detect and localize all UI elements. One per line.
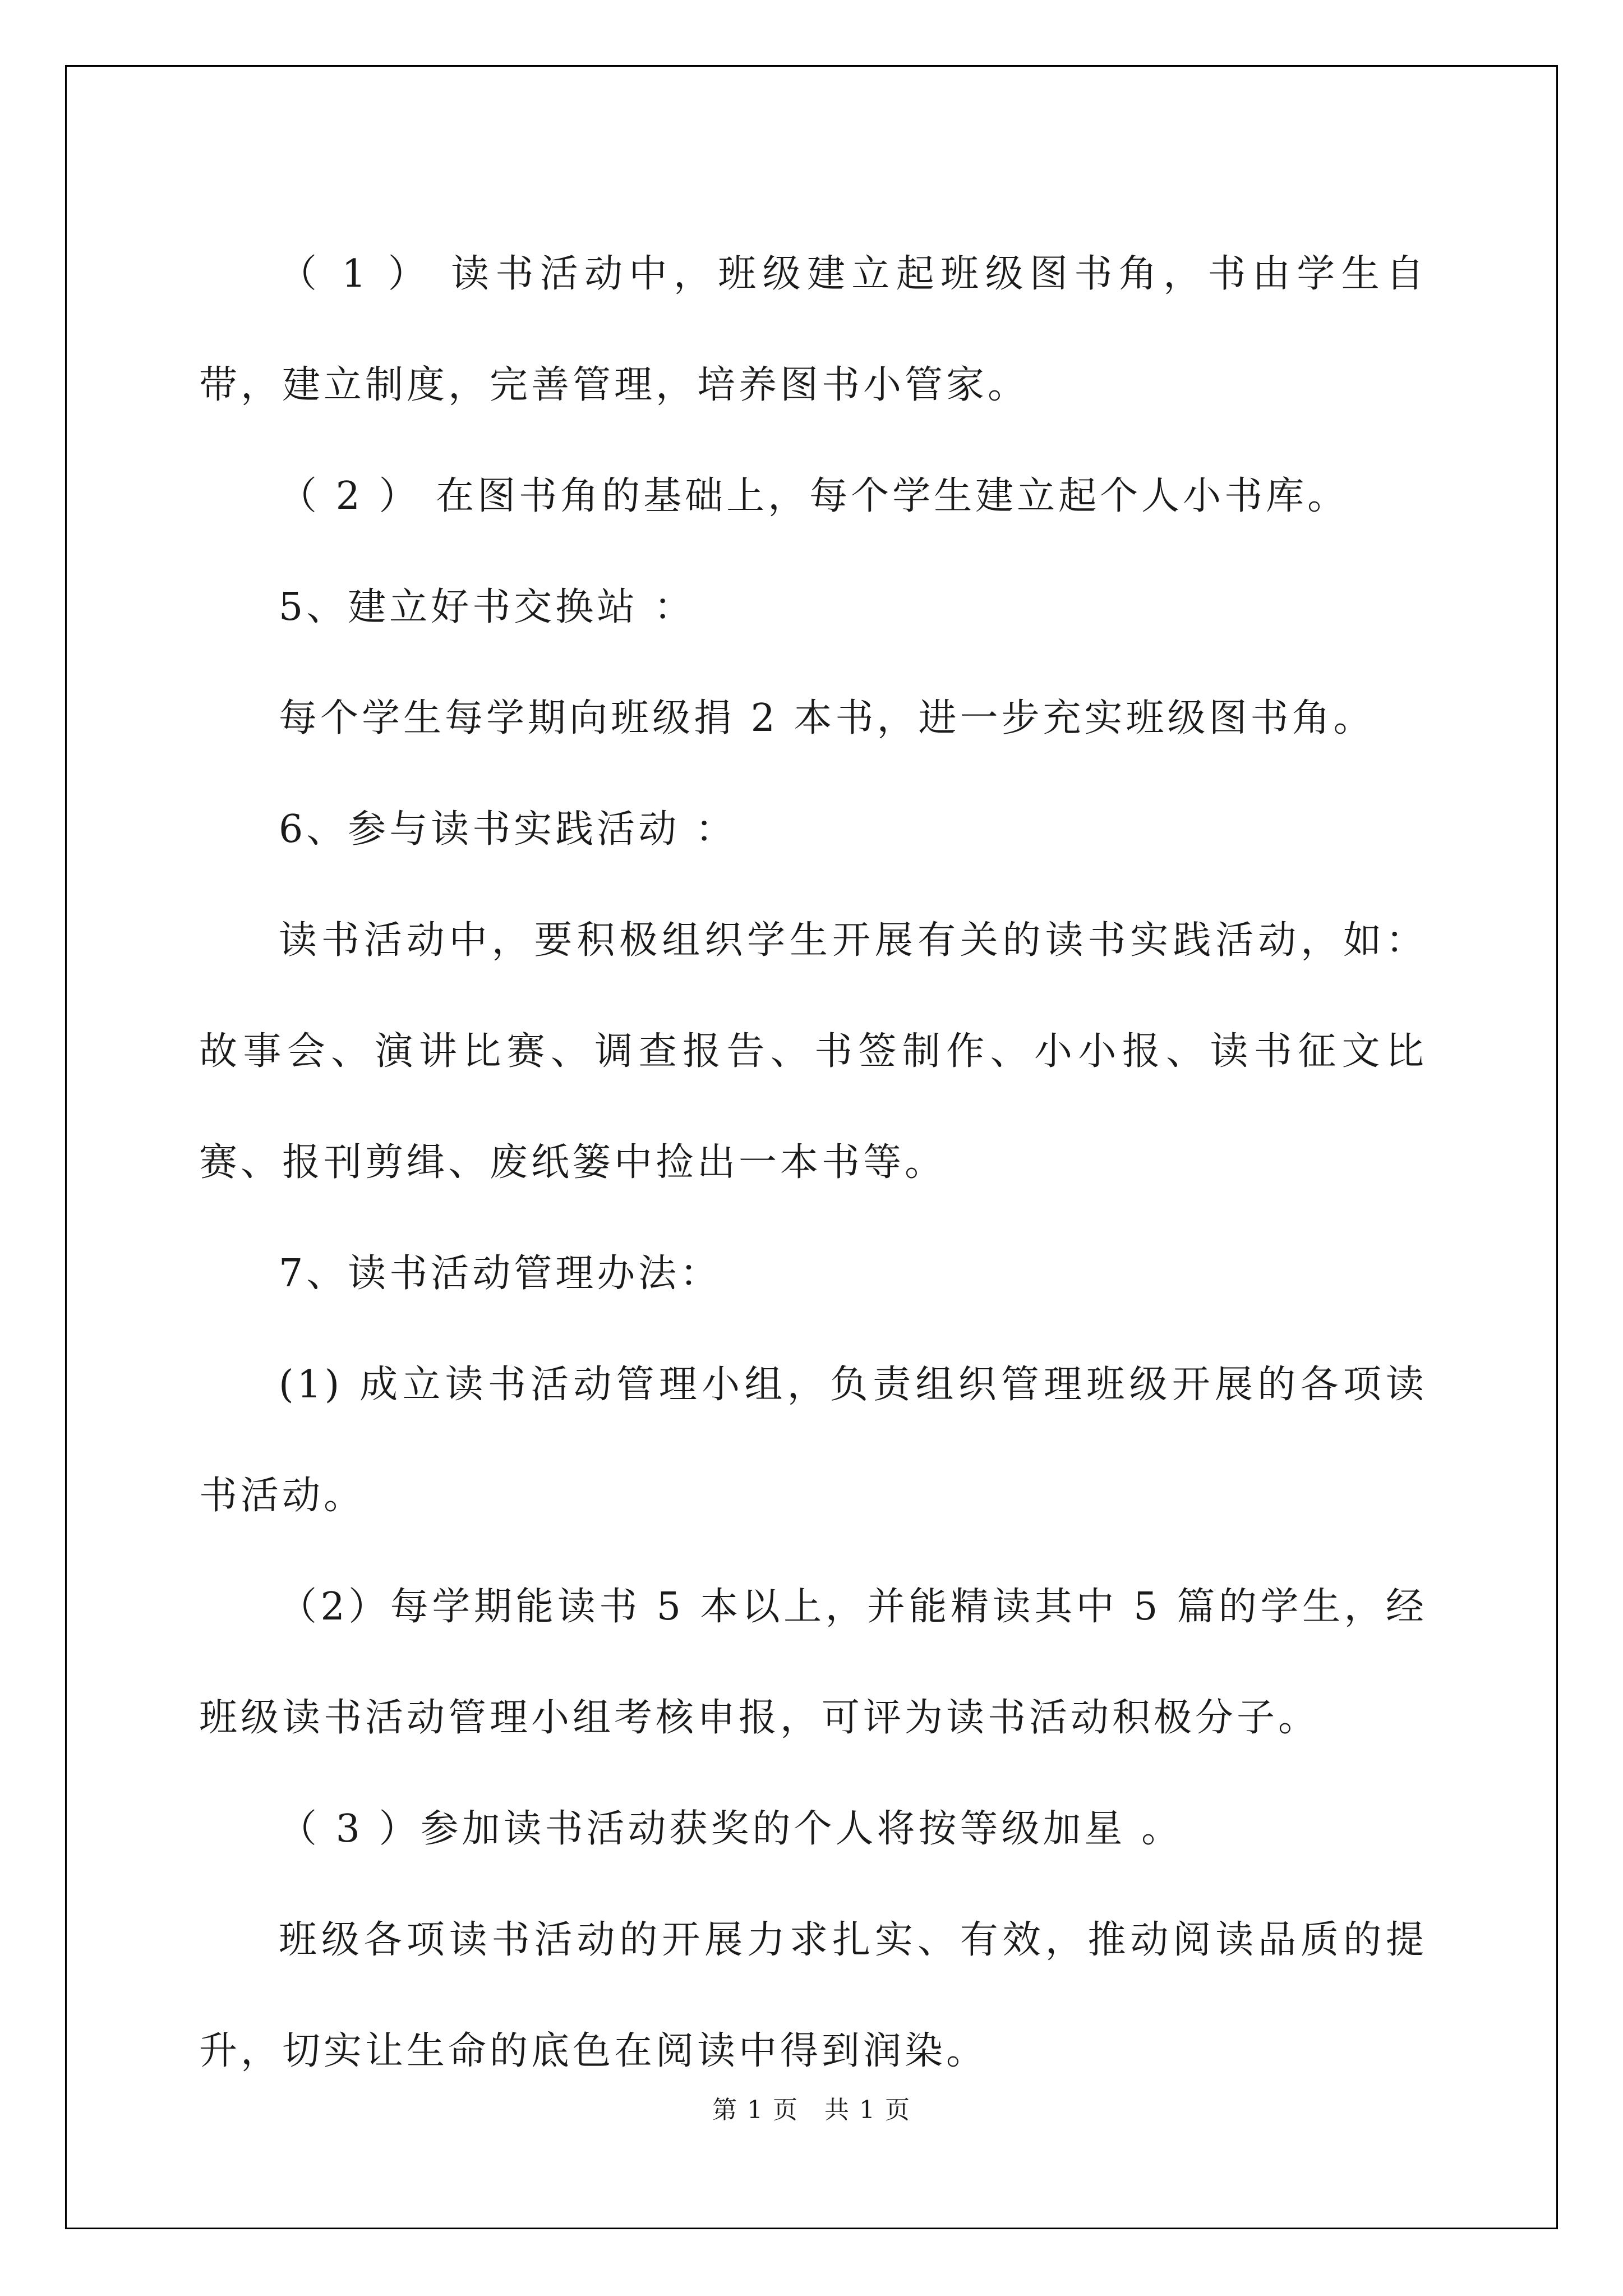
document-body (199, 219, 1427, 2107)
paragraph-7: 7、读书活动管理办法： (279, 1251, 722, 1296)
paragraph-11: 班级各项读书活动的开展力求扎实、有效，推动阅读品质的提升，切实让生命的底色在阅读中得到润染。 (199, 1918, 1427, 2073)
paragraph-3: 5、建立好书交换站 ： (279, 585, 695, 629)
paragraph-4: 每个学生每学期向班级捐 2 本书，进一步充实班级图书角。 (279, 696, 1375, 740)
paragraph-9: （2）每学期能读书 5 本以上，并能精读其中 5 篇的学生，经班级读书活动管理小组考核申报，可评为读书活动积极分子。 (199, 1585, 1427, 1740)
paragraph-6: 读书活动中，要积极组织学生开展有关的读书实践活动，如：故事会、演讲比赛、调查报告、书签制作、小小报、读书征文比赛、报刊剪缉、废纸篓中捡出一本书等。 (199, 918, 1427, 1185)
paragraph-10: （ 3 ）参加读书活动获奖的个人将按等级加星 。 (279, 1807, 1183, 1851)
paragraph-1: （ 1 ） 读书活动中，班级建立起班级图书角，书由学生自带，建立制度，完善管理，培养图书小管家。 (199, 252, 1427, 407)
paragraph-8: (1) 成立读书活动管理小组，负责组织管理班级开展的各项读书活动。 (199, 1363, 1427, 1518)
paragraph-5: 6、参与读书实践活动 ： (279, 807, 737, 852)
paragraph-2: （ 2 ） 在图书角的基础上，每个学生建立起个人小书库。 (279, 474, 1349, 518)
page-footer: 第 1 页 共 1 页 (712, 2096, 911, 2124)
